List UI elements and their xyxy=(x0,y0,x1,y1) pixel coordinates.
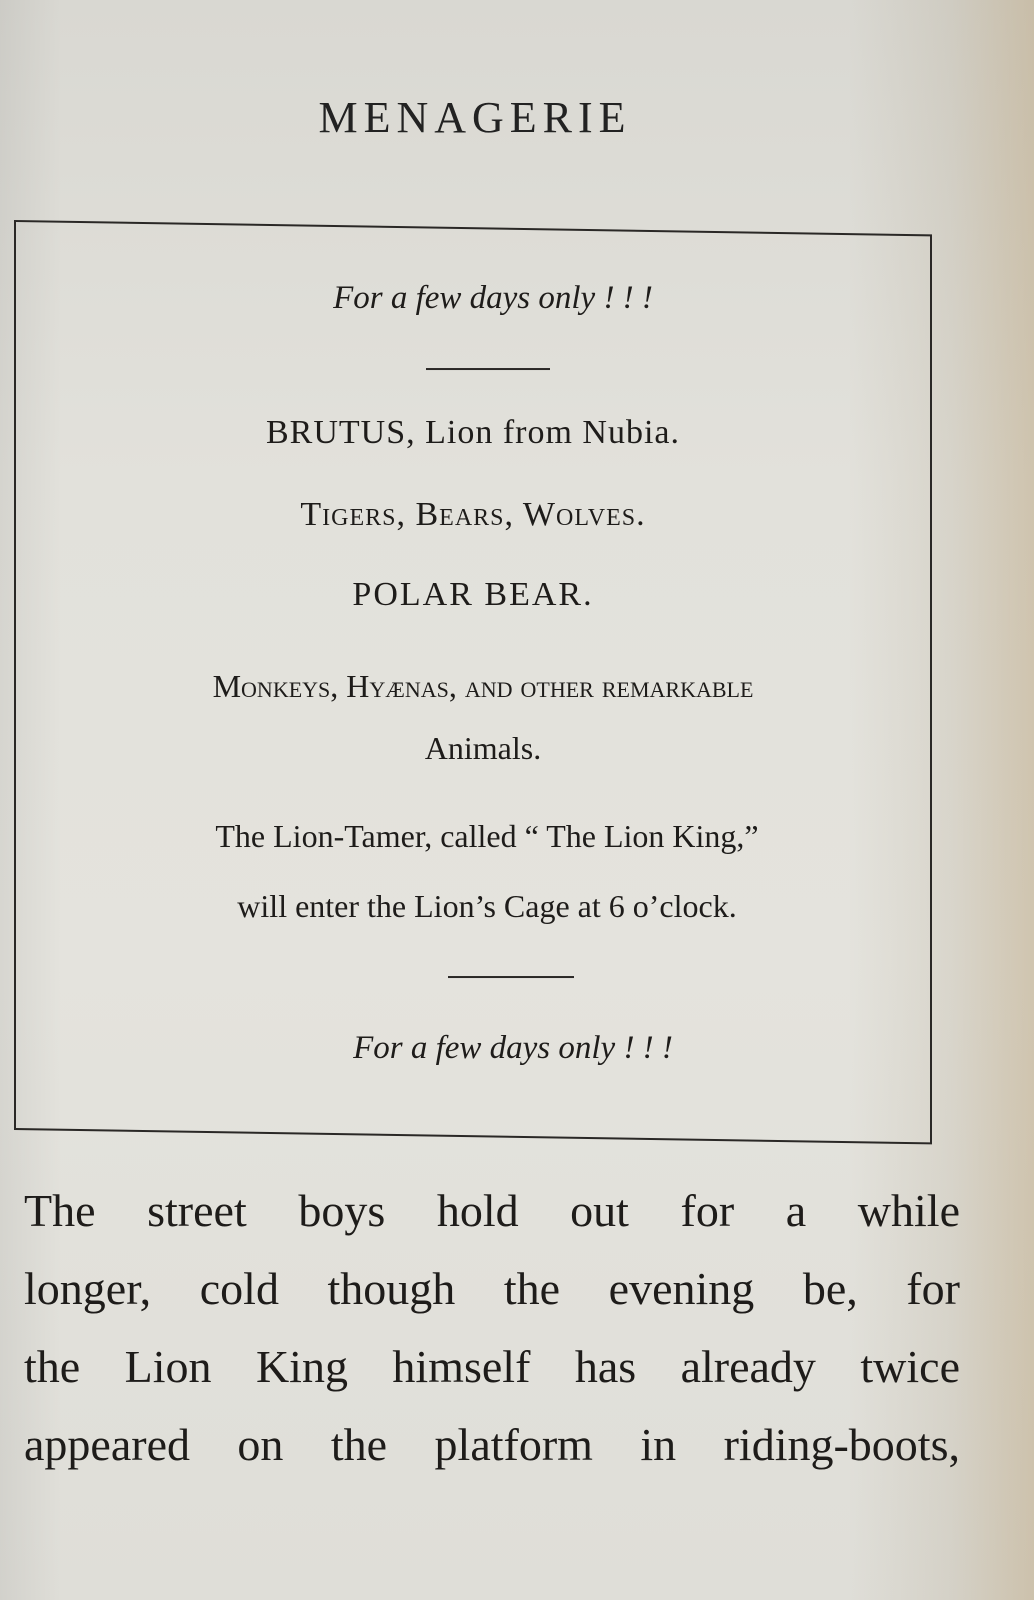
poster-top-tagline: For a few days only ! ! ! xyxy=(333,280,653,317)
menagerie-poster xyxy=(14,220,932,1144)
poster-content xyxy=(16,222,930,1128)
poster-bottom-divider xyxy=(448,976,574,978)
poster-line-animals-word: Animals. xyxy=(424,730,542,767)
body-line: longer, cold though the evening be, for xyxy=(24,1263,960,1314)
poster-line-animals: Tigers, Bears, Wolves. xyxy=(300,496,646,534)
poster-top-divider xyxy=(426,368,550,370)
body-paragraph xyxy=(24,1172,960,1484)
body-line: the Lion King himself has already twice xyxy=(24,1341,960,1392)
poster-line-brutus: BRUTUS, Lion from Nubia. xyxy=(265,414,681,452)
body-line: The street boys hold out for a while xyxy=(24,1185,960,1236)
body-line: appeared on the platform in riding-boots, xyxy=(24,1419,960,1470)
page-title: MENAGERIE xyxy=(318,93,632,142)
poster-bottom-tagline: For a few days only ! ! ! xyxy=(353,1030,673,1067)
poster-line-cage-time: will enter the Lion’s Cage at 6 o’clock. xyxy=(237,888,737,925)
poster-line-tamer: The Lion-Tamer, called “ The Lion King,” xyxy=(215,818,759,855)
poster-line-polar-bear: POLAR BEAR. xyxy=(352,576,594,614)
poster-line-monkeys: Monkeys, Hyænas, and other remarkable xyxy=(212,668,754,705)
